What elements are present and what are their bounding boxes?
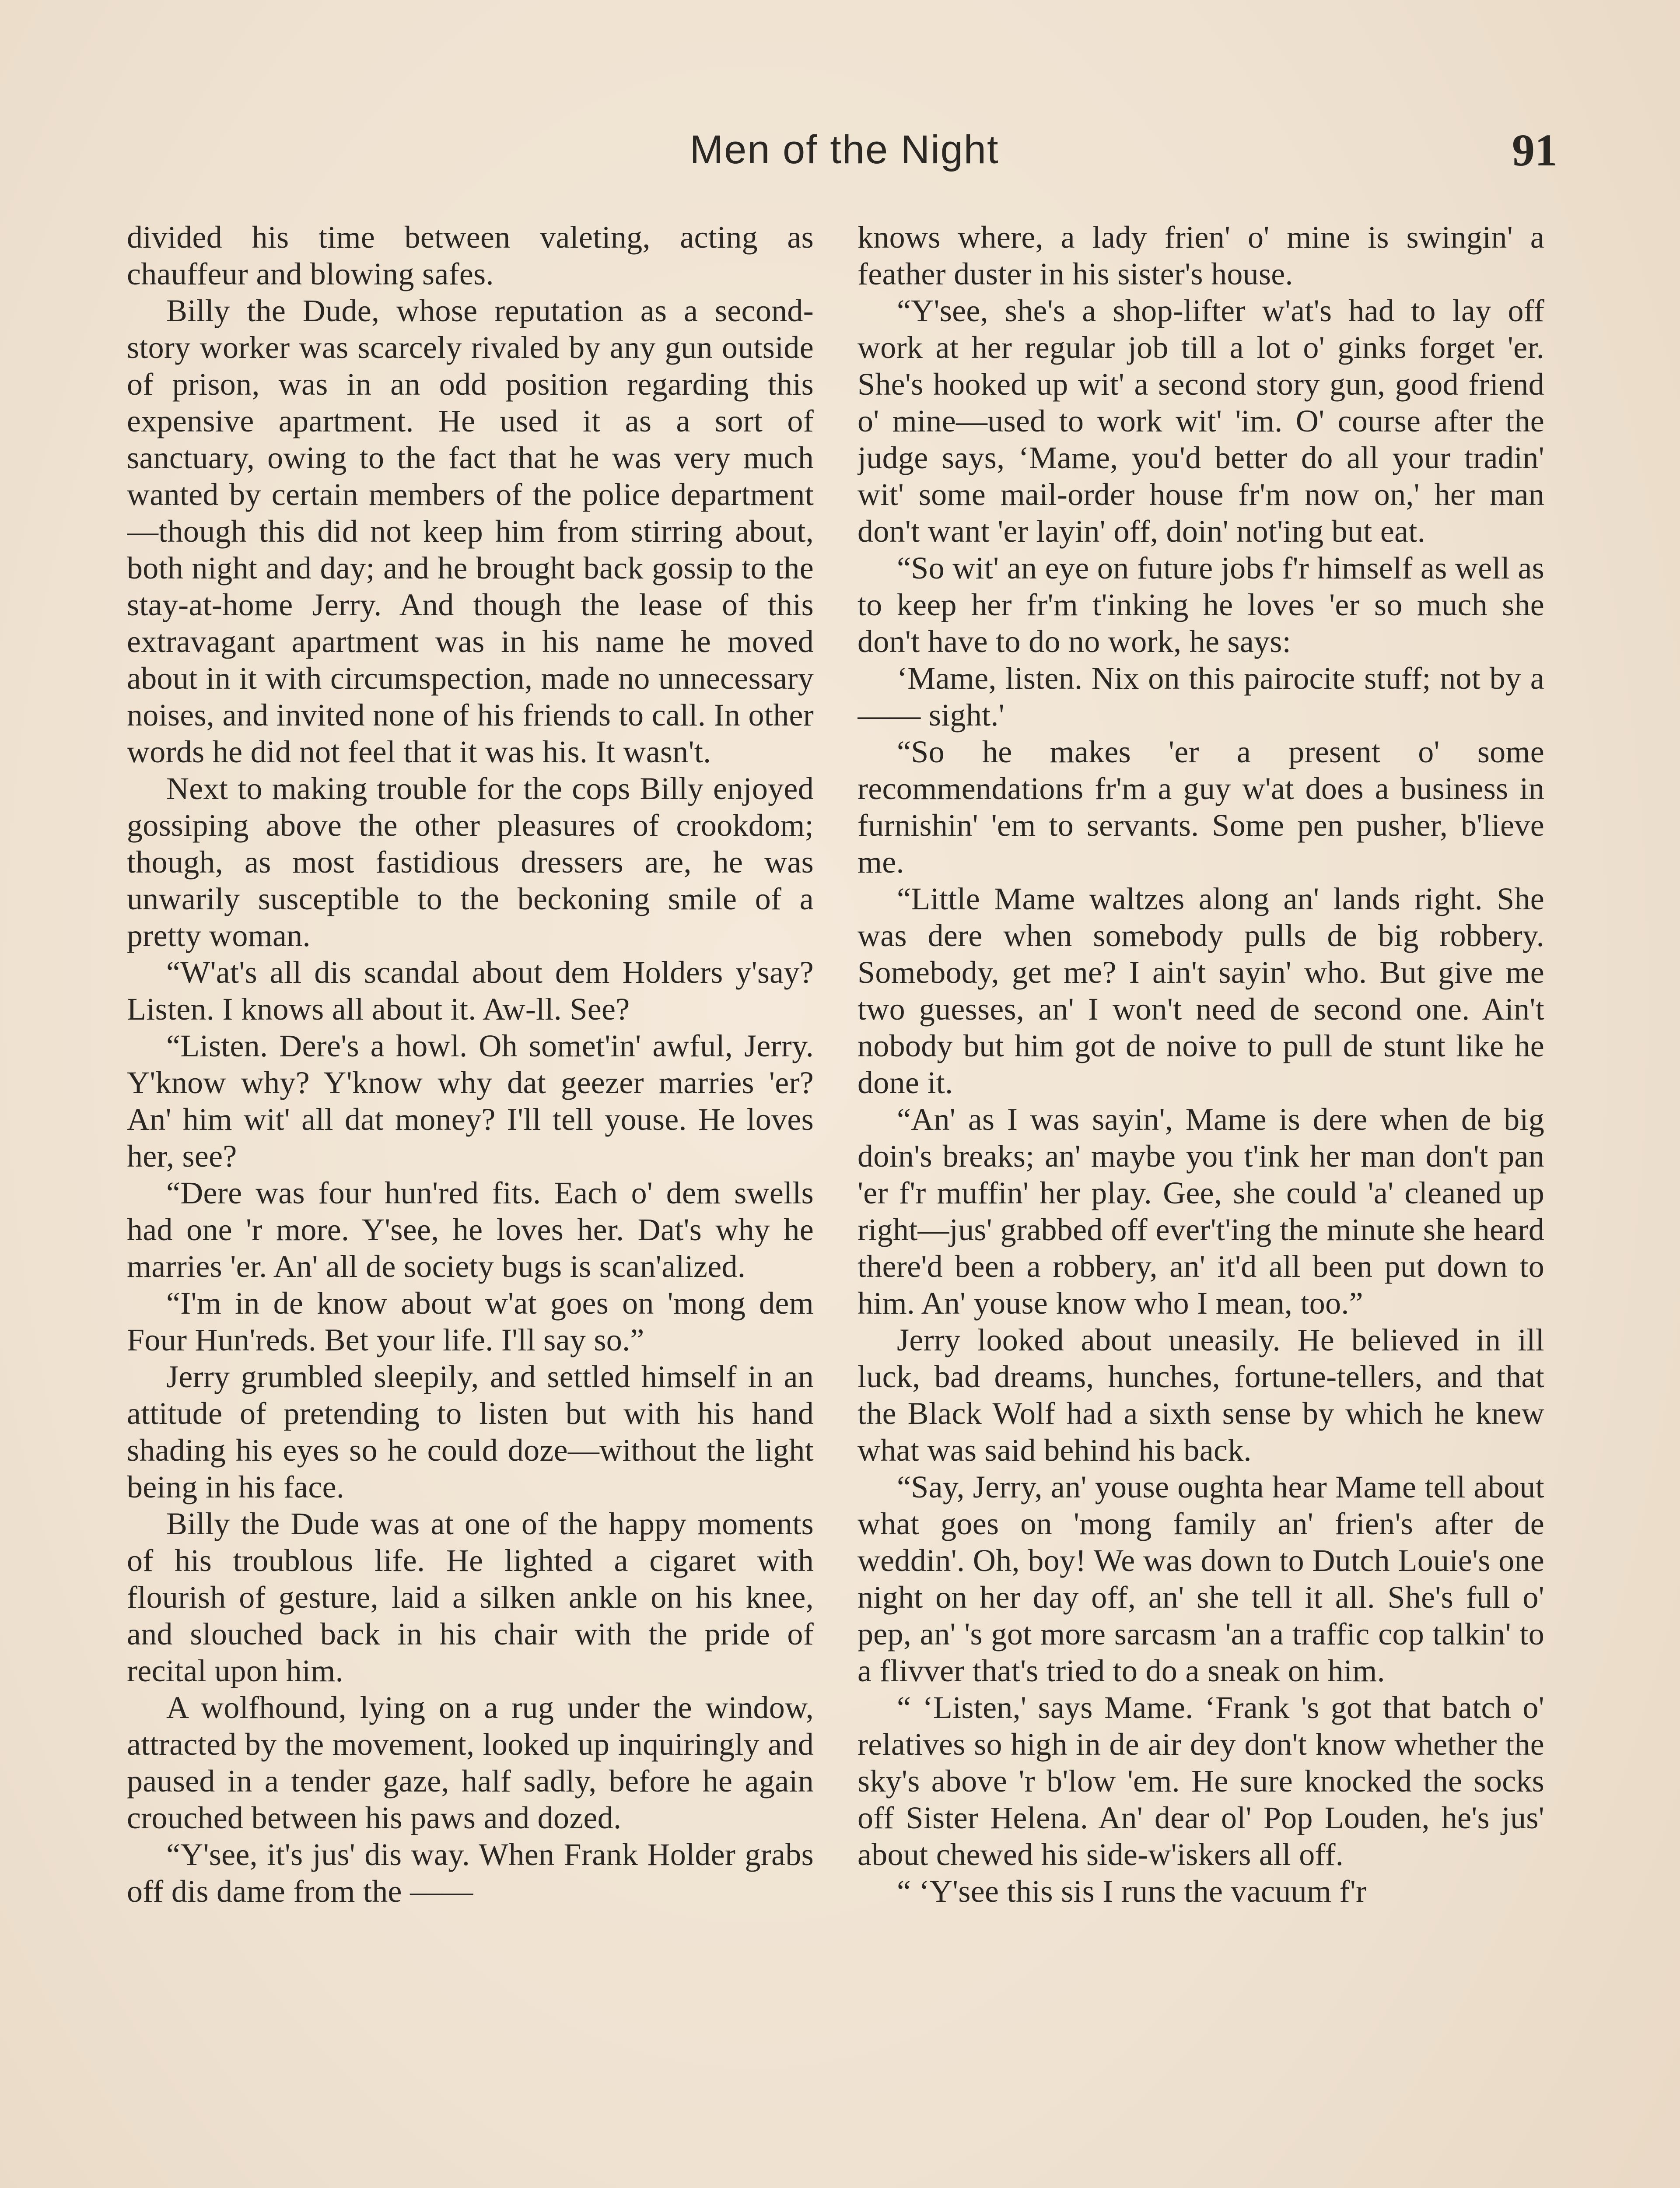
paragraph: Next to making trouble for the cops Billy enjoyed gossiping above the other pleasures of crookdom; though, as most fastidious dressers are, he was unwarily susceptible to the beckoning smile of a pretty woman. [127, 771, 814, 953]
page-header [131, 127, 1558, 188]
paragraph: “Say, Jerry, an' youse oughta hear Mame tell about what goes on 'mong family an' frien's after de weddin'. Oh, boy! We was down to Dutch Louie's one night on her day off, an' she tell it all. She's full o' pep, an' 's got more sarcasm 'an a traffic cop talkin' to a flivver that's tried to do a sneak on him. [858, 1469, 1544, 1688]
paragraph: “An' as I was sayin', Mame is dere when de big doin's breaks; an' maybe you t'ink her man don't pan 'er f'r muffin' her play. Gee, she could 'a' cleaned up right—jus' grabbed off ever't'ing the minute she heard there'd been a robbery, an' it'd all been put down to him. An' youse know who I mean, too.” [858, 1102, 1544, 1321]
paragraph: Jerry looked about uneasily. He believed in ill luck, bad dreams, hunches, fortune-tellers, and that the Black Wolf had a sixth sense by which he knew what was said behind his back. [858, 1322, 1544, 1468]
paragraph: “Y'see, it's jus' dis way. When Frank Holder grabs off dis dame from the —— [127, 1837, 814, 1909]
paragraph: “ ‘Listen,' says Mame. ‘Frank 's got that batch o' relatives so high in de air dey don't know whether the sky's above 'r b'low 'em. He sure knocked the socks off Sister Helena. An' dear ol' Pop Louden, he's jus' about chewed his side-w'iskers all off. [858, 1690, 1544, 1872]
text-columns [127, 219, 1544, 2188]
paragraph: “Dere was four hun'red fits. Each o' dem swells had one 'r more. Y'see, he loves her. Dat's why he marries 'er. An' all de society bugs is scan'alized. [127, 1175, 814, 1284]
page-number: 91 [1512, 125, 1558, 175]
left-column [127, 219, 814, 2188]
paragraph: “Y'see, she's a shop-lifter w'at's had to lay off work at her regular job till a lot o' ginks forget 'er. She's hooked up wit' a second story gun, good friend o' mine—used to work wit' 'im. O' course after the judge says, ‘Mame, you'd better do all your tradin' wit' some mail-order house fr'm now on,' her man don't want 'er layin' off, doin' not'ing but eat. [858, 293, 1544, 549]
paragraph: Billy the Dude, whose reputation as a second-story worker was scarcely rivaled by any gun outside of prison, was in an odd position regarding this expensive apartment. He used it as a sort of sanctuary, owing to the fact that he was very much wanted by certain members of the police department—though this did not keep him from stirring about, both night and day; and he brought back gossip to the stay-at-home Jerry. And though the lease of this extravagant apartment was in his name he moved about in it with circumspection, made no unnecessary noises, and invited none of his friends to call. In other words he did not feel that it was his. It wasn't. [127, 293, 814, 769]
right-column [858, 219, 1544, 2188]
paragraph: knows where, a lady frien' o' mine is swingin' a feather duster in his sister's house. [858, 220, 1544, 291]
paragraph: “W'at's all dis scandal about dem Holders y'say? Listen. I knows all about it. Aw-ll. See? [127, 955, 814, 1027]
paragraph: ‘Mame, listen. Nix on this pairocite stuff; not by a —— sight.' [858, 661, 1544, 733]
paragraph: A wolfhound, lying on a rug under the window, attracted by the movement, looked up inquiringly and paused in a tender gaze, half sadly, before he again crouched between his paws and dozed. [127, 1690, 814, 1835]
paragraph: “So wit' an eye on future jobs f'r himself as well as to keep her fr'm t'inking he loves 'er so much she don't have to do no work, he says: [858, 551, 1544, 659]
paragraph: Billy the Dude was at one of the happy moments of his troublous life. He lighted a cigaret with flourish of gesture, laid a silken ankle on his knee, and slouched back in his chair with the pride of recital upon him. [127, 1506, 814, 1688]
paragraph: “I'm in de know about w'at goes on 'mong dem Four Hun'reds. Bet your life. I'll say so.” [127, 1286, 814, 1357]
paragraph: “ ‘Y'see this sis I runs the vacuum f'r [897, 1874, 1367, 1909]
paragraph: “So he makes 'er a present o' some recommendations fr'm a guy w'at does a business in furnishin' 'em to servants. Some pen pusher, b'lieve me. [858, 734, 1544, 880]
paragraph: “Little Mame waltzes along an' lands right. She was dere when somebody pulls de big robbery. Somebody, get me? I ain't sayin' who. But give me two guesses, an' I won't need de second one. Ain't nobody but him got de noive to pull de stunt like he done it. [858, 881, 1544, 1100]
paragraph: Jerry grumbled sleepily, and settled himself in an attitude of pretending to listen but with his hand shading his eyes so he could doze—without the light being in his face. [127, 1359, 814, 1504]
paragraph: divided his time between valeting, acting as chauffeur and blowing safes. [127, 220, 814, 291]
paragraph: “Listen. Dere's a howl. Oh somet'in' awful, Jerry. Y'know why? Y'know why dat geezer marries 'er? An' him wit' all dat money? I'll tell youse. He loves her, see? [127, 1028, 814, 1174]
running-head: Men of the Night [690, 127, 999, 172]
